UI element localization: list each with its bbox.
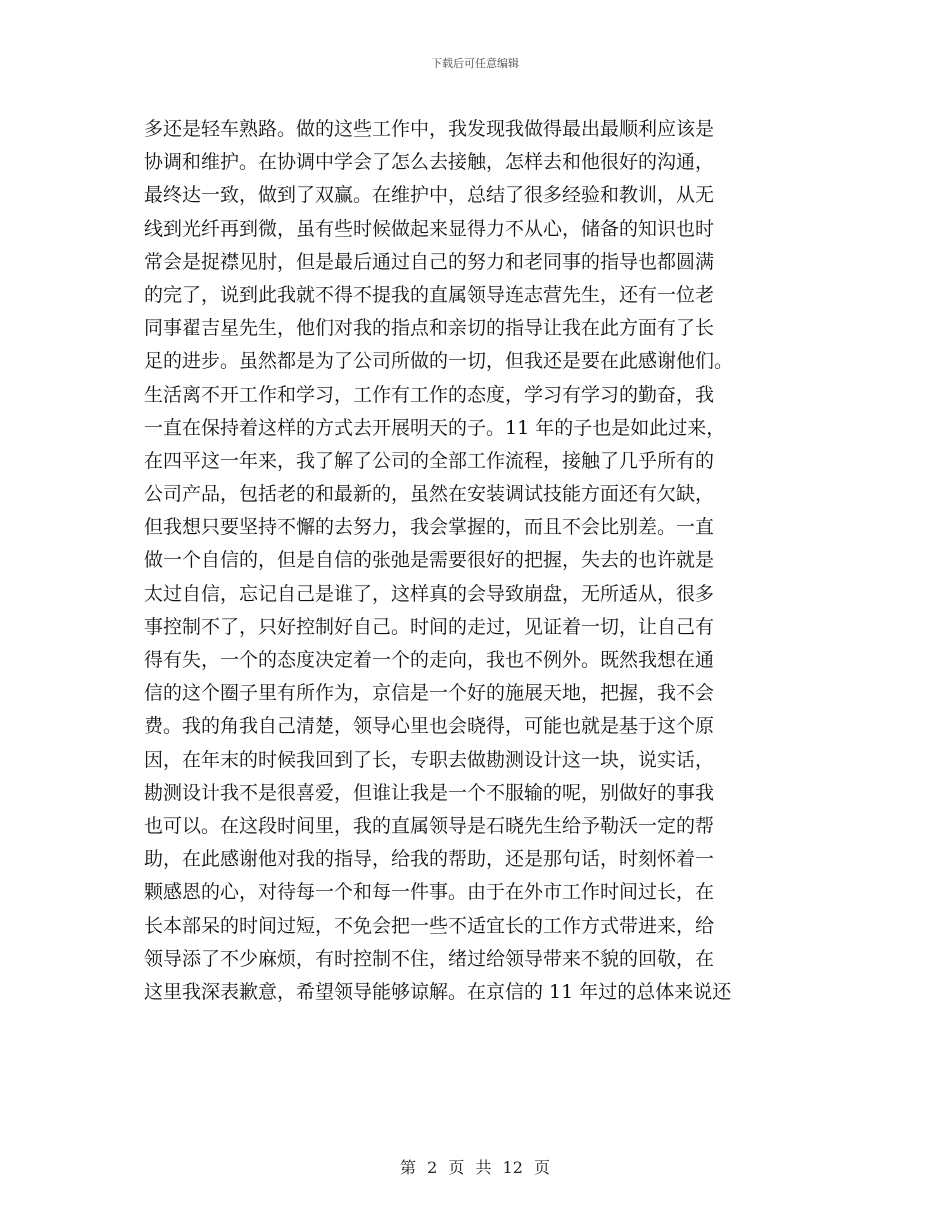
document-body [144,113,804,1009]
text-line: 太过自信，忘记自己是谁了，这样真的会导致崩盘，无所适从，很多 [144,582,715,605]
text-line: 协调和维护。在协调中学会了怎么去接触，怎样去和他很好的沟通， [144,151,715,174]
text-line: 得有失，一个的态度决定着一个的走向，我也不例外。既然我想在通 [144,649,715,671]
text-line: 颗感恩的心，对待每一个和每一件事。由于在外市工作时间过长，在 [144,881,715,904]
text-line: 费。我的角我自己清楚，领导心里也会晓得，可能也就是基于这个原 [144,715,715,738]
text-line: 事控制不了，只好控制好自己。时间的走过，见证着一切，让自己有 [144,615,715,638]
text-line: 因，在年末的时候我回到了长，专职去做勘测设计这一块，说实话， [144,748,715,771]
text-line: 的完了，说到此我就不得不提我的直属领导连志营先生，还有一位老 [144,283,715,306]
text-line: 但我想只要坚持不懈的去努力，我会掌握的，而且不会比别差。一直 [144,516,715,539]
text-line: 信的这个圈子里有所作为，京信是一个好的施展天地，把握，我不会 [144,682,715,705]
page-footer: 第 2 页 共 12 页 [400,1158,550,1177]
text-line: 做一个自信的，但是自信的张弛是需要很好的把握，失去的也许就是 [144,549,715,572]
text-line: 领导添了不少麻烦，有时控制不住，绪过给领导带来不貌的回敬，在 [144,947,715,970]
text-line: 在四平这一年来，我了解了公司的全部工作流程，接触了几乎所有的 [144,449,715,472]
text-line: 最终达一致，做到了双赢。在维护中，总结了很多经验和教训，从无 [144,184,715,207]
text-line: 助，在此感谢他对我的指导，给我的帮助，还是那句话，时刻怀着一 [144,848,715,871]
text-line: 线到光纤再到微，虽有些时候做起来显得力不从心，储备的知识也时 [144,217,715,240]
text-line: 常会是捉襟见肘，但是最后通过自己的努力和老同事的指导也都圆满 [144,250,715,273]
text-line: 长本部呆的时间过短，不免会把一些不适宜长的工作方式带进来，给 [144,914,715,937]
page-header: 下载后可任意编辑 [431,57,519,70]
text-line: 也可以。在这段时间里，我的直属领导是石晓先生给予勒沃一定的帮 [144,814,715,837]
text-line: 生活离不开工作和学习，工作有工作的态度，学习有学习的勤奋，我 [144,383,715,406]
text-line: 一直在保持着这样的方式去开展明天的子。11 年的子也是如此过来， [144,416,726,439]
text-line: 勘测设计我不是很喜爱，但谁让我是一个不服输的呢，别做好的事我 [144,781,715,804]
text-line: 同事翟吉星先生，他们对我的指点和亲切的指导让我在此方面有了长 [144,317,715,340]
text-line: 公司产品，包括老的和最新的，虽然在安装调试技能方面还有欠缺， [144,483,715,506]
text-line: 多还是轻车熟路。做的这些工作中，我发现我做得最出最顺利应该是 [144,118,715,140]
text-line: 足的进步。虽然都是为了公司所做的一切，但我还是要在此感谢他们。 [144,350,734,373]
text-line: 这里我深表歉意，希望领导能够谅解。在京信的 11 年过的总体来说还 [144,980,732,1003]
